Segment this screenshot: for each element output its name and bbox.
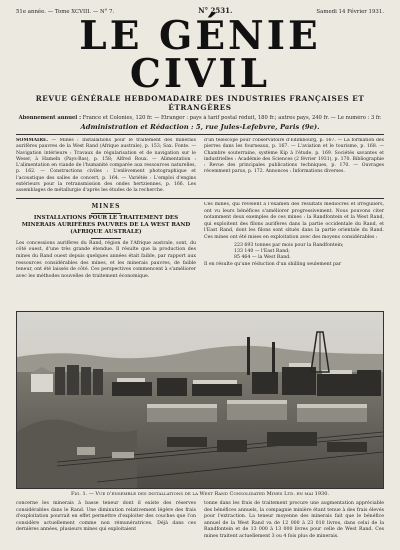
masthead-title: LE GÉNIE CIVIL <box>79 13 321 97</box>
toc-left-column <box>16 138 196 195</box>
toc-left-text: — Mines : Installations pour le traitement des minerais aurifères pauvres de la West Rand (Afrique australe), p. 153; Sax. Fonte. — Navigation intérieure : Travaux de régularisation et de navigation sur le Weser, à Hameln (Pays-Bas), p. 158; Alfred Roux. — Alimentation : L'alimentation en viande de l'humanité comparée aux ressources naturelles, p. 162. — Constructions civiles : L'enlèvement photographique et l'acoustique des salles de concert, p. 164. — Variétés : L'emploi d'engins extérieurs pour la retransmission des ondes hertziennes, p. 166. Les assemblages de métallurgie d'après les études de la recherche. <box>16 138 197 194</box>
section-title: MINES <box>91 203 121 210</box>
figure-caption: Fig. 1. — Vue d'ensemble des installations de la West Rand Consolidated Mines Ltd. en mai 1930. <box>71 491 329 497</box>
title-rule <box>91 238 121 239</box>
year-volume: 51e année. — Tome XCVIII. — N° 7. <box>16 9 115 15</box>
mine-photograph <box>16 311 384 489</box>
tonnage-row: 133 140 — l'East Rand; <box>234 248 290 254</box>
table-of-contents <box>16 138 384 199</box>
issue-date: Samedi 14 Février 1931. <box>316 9 384 15</box>
article-right-column <box>204 202 384 307</box>
issue-number: N° 2531. <box>198 6 233 15</box>
administration-line: Administration et Rédaction : 5, rue Jules-Lefebvre, Paris (9e). <box>16 123 384 135</box>
tonnage-table <box>234 243 384 262</box>
tonnage-row: 85 464 — la West Rand. <box>234 255 291 261</box>
article-right-outro: Il en résulte qu'une réduction d'un shilling seulement par <box>204 262 342 268</box>
bottom-right-column: tonne dans les frais de traitement procure une augmentation appréciable des bénéfices annuels, la compagnie minière étant tenue à des frais élevés pour l'extraction. La teneur moyenne des minerais fait que le bénéfice annuel de la West Rand va de 12 000 à 23 010 livres, dans celui de la Randfontein et de 13 000 à 13 000 livres pour celle de West Rand. Ces mines traitent actuellement 3 ou 4 fois plus de minerais. <box>204 501 384 539</box>
tonnage-row: 223 693 tonnes par mois pour la Randfontein; <box>234 242 344 248</box>
masthead-subtitle: REVUE GÉNÉRALE HEBDOMADAIRE DES INDUSTRIES FRANÇAISES ET ÉTRANGÈRES <box>35 94 365 112</box>
subscription-text: France et Colonies, 120 fr. — Étranger : pays à tarif postal réduit, 180 fr.; autres pays, 240 fr. — Le numéro : 3 fr. <box>82 115 382 121</box>
article-left-text: Les concessions aurifères du Rand, région de l'Afrique australe, sont, du côté ouest, d'une très grande étendue. Il résulte que la production des mines du Rand ouest depuis quelques années était faible, par rapport aux ressources considérables des mines, et les minerais pauvres, de faible teneur, ont été laissés de côté. Ces perspectives commencent à s'améliorer avec les méthodes nouvelles de traitement économique. <box>16 240 196 279</box>
section-rule <box>91 213 121 214</box>
article-continuation <box>16 501 384 541</box>
article-top <box>16 202 384 307</box>
subscription-label: Abonnement annuel : <box>18 115 81 121</box>
article-title: INSTALLATIONS POUR LE TRAITEMENT DES MINERAIS AURIFÈRES PAUVRES DE LA WEST RAND (AFRIQUE AUSTRALE) <box>21 215 191 236</box>
article-left-column <box>16 202 196 307</box>
toc-label: SOMMAIRE. <box>16 138 49 143</box>
toc-right-column <box>204 138 384 195</box>
bottom-left-column: concerne les minerais à basse teneur dont il existe des réserves considérables dans le Rand. Une diminution relativement légère des frais d'exploitation pourrait en effet permettre d'exploiter des couches que l'on considère actuellement comme non rémunératrices. Déjà dans ces dernières années, plusieurs mines qui exploitaient <box>16 501 196 533</box>
mine-photograph-image <box>17 312 383 488</box>
toc-right-text: d'un télescope pour l'observatoire d'Édimbourg, p. 167. — La formation des pierres dans les fourneaux, p. 167. — L'aviation et le tourisme, p. 168. — Chambre souterraine, système Kip à l'étude, p. 169. Sociétés savantes et industrielles : Académie des Sciences (2 février 1931), p. 170. Bibliographie : Revue des principales publications techniques, p. 170. — Ouvrages récemment parus, p. 172. Annonces : Informations diverses. <box>204 138 384 175</box>
subscription-line <box>16 115 384 121</box>
article-right-intro: Ces mines, qui révèlent à l'examen des résultats médiocres et irréguliers, ont vu leurs bénéfices s'améliorer progressivement. Nous pouvons citer notamment deux exemples de ces mines : la Randfontein et la West Rand, qui exploitent des filons aurifères dans la partie occidentale du Rand, et l'East Rand, dont les filons sont situés dans la partie orientale du Rand. Ces mines ont été mises en exploitation avec des moyens considérables : <box>204 202 384 240</box>
